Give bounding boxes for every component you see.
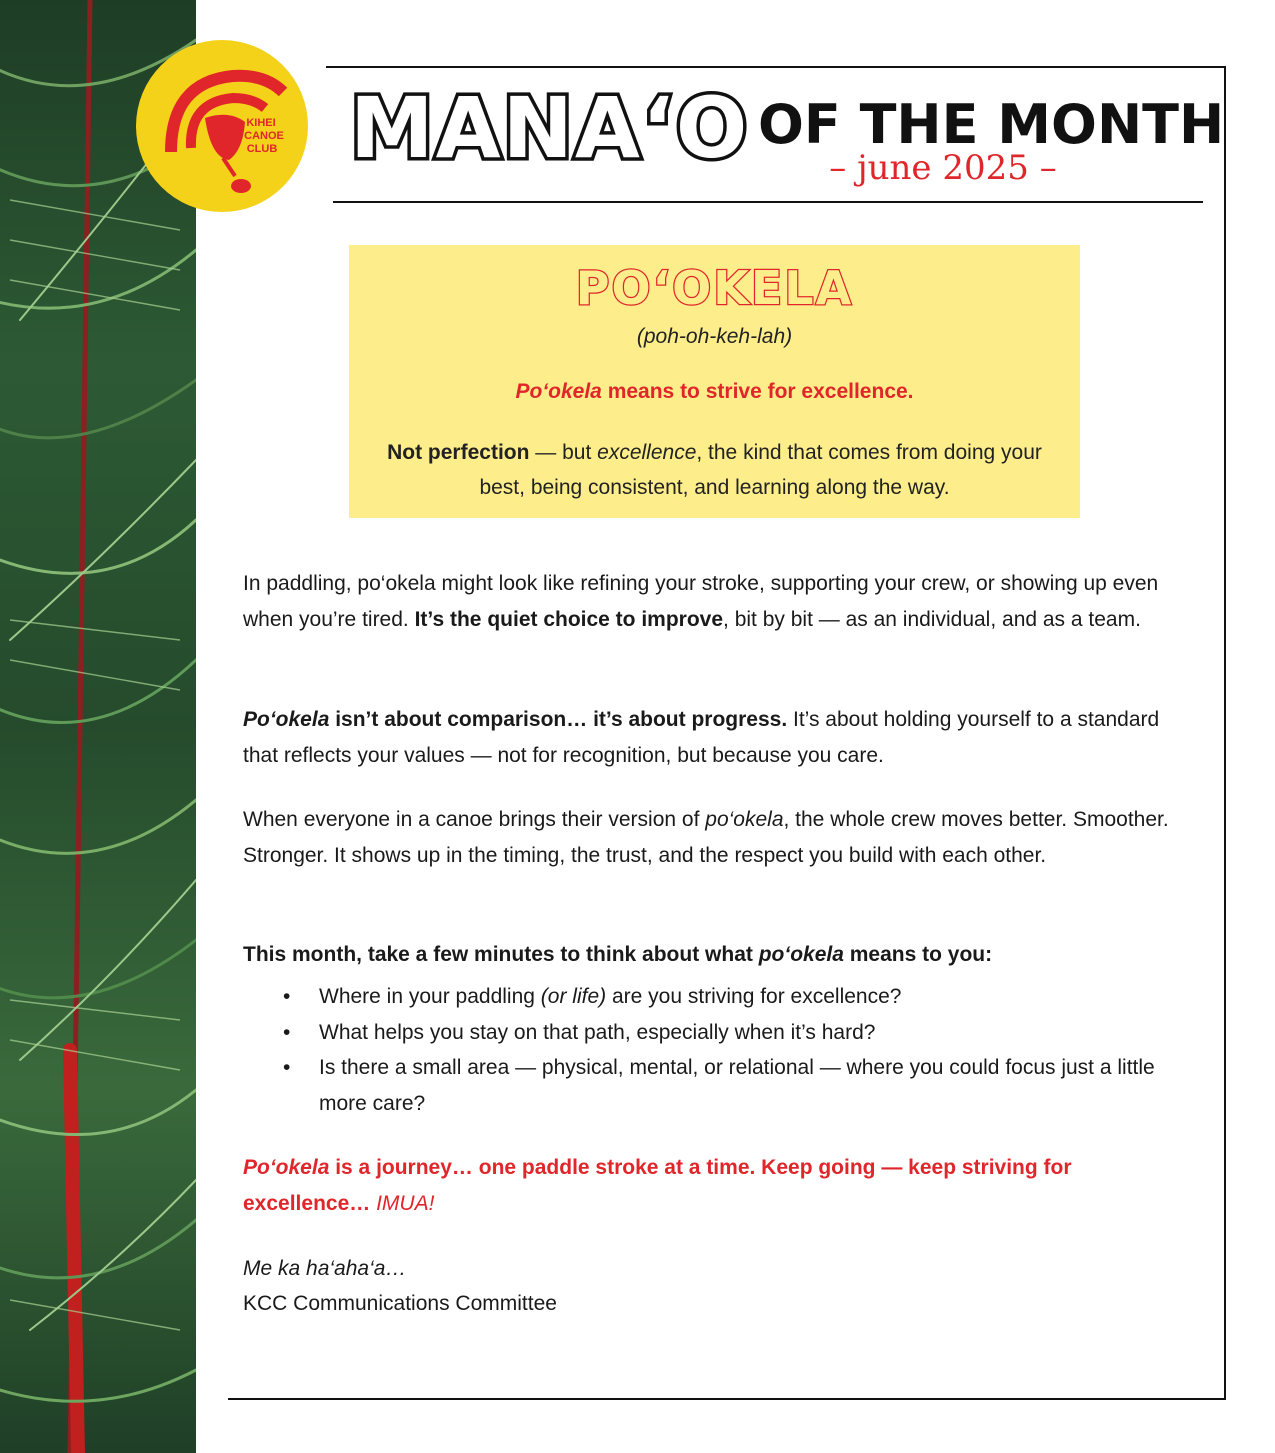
bullet-icon: • (283, 985, 291, 1008)
svg-text:KIHEI: KIHEI (246, 117, 276, 129)
p3-text-italic: po‘okela (705, 808, 784, 831)
body-paragraph-2 (243, 702, 1193, 773)
bullet-icon: • (283, 1056, 291, 1079)
callout-explain-italic: excellence (597, 441, 697, 464)
reflection-questions-list (243, 979, 1193, 1121)
bullet-icon: • (283, 1020, 291, 1044)
list-item (243, 1050, 1193, 1121)
p4-text-start: This month, take a few minutes to think about what (243, 943, 759, 966)
callout-explain-bold: Not perfection (387, 441, 530, 464)
title-divider (333, 201, 1203, 203)
closing-message (243, 1150, 1193, 1221)
callout-word: PO‘OKELA (575, 261, 854, 315)
page-subtitle: OF THE MONTH (758, 93, 1225, 156)
list-item (243, 979, 1193, 1015)
reflection-prompt (243, 937, 1193, 973)
callout-meaning-rest: means to strive for excellence. (601, 380, 914, 403)
p4-text-end: means to you: (843, 943, 993, 966)
p2-text-rest: It’s about holding yourself to a standard that reflects your values — not for recognition, but because you care. (243, 708, 1160, 767)
p5-text-end: IMUA! (376, 1191, 435, 1215)
palm-leaves-illustration (0, 0, 196, 1453)
p1-text-bold: It’s the quiet choice to improve (414, 607, 724, 631)
q3-text: Is there a small area — physical, mental, or relational — where you could focus just a little more care? (319, 1056, 1155, 1115)
svg-text:CLUB: CLUB (246, 143, 278, 155)
callout-explain-dash: — but (529, 441, 598, 464)
p1-text-end: , bit by bit — as an individual, and as a team. (723, 607, 1141, 631)
signoff-author: KCC Communications Committee (243, 1292, 557, 1315)
p3-text-end: , the whole crew moves better. Smoother. Stronger. It shows up in the timing, the trust, and the respect you build with each other. (243, 808, 1169, 867)
q1-text-italic: (or life) (540, 985, 607, 1008)
svg-text:CANOE: CANOE (244, 130, 284, 142)
body-paragraph-3 (243, 802, 1193, 873)
frame-top-border (326, 66, 1226, 68)
frame-bottom-border (228, 1398, 1226, 1400)
p2-text-italic: Po‘okela (243, 708, 330, 731)
frame-right-border (1224, 66, 1226, 1400)
callout-meaning (349, 380, 1080, 404)
p5-text-italic: Po‘okela (243, 1156, 330, 1179)
p5-text-rest: is a journey… one paddle stroke at a time. Keep going — keep striving for excellence… (243, 1156, 1072, 1215)
page-title: MANA‘O (350, 79, 750, 177)
list-item (243, 1015, 1193, 1051)
palm-leaves-image (0, 0, 196, 1453)
p1-text-start: In paddling, po‘okela might look like refining your stroke, supporting your crew, or showing up even when you’re tired. (243, 572, 1159, 631)
signoff-line: Me ka ha‘aha‘a… (243, 1257, 407, 1280)
q2-text: What helps you stay on that path, especially when it’s hard? (319, 1020, 876, 1044)
issue-date: – june 2025 – (829, 148, 1057, 188)
p2-text-bold: isn’t about comparison… it’s about progress. (329, 708, 788, 731)
callout-explain-rest: , the kind that comes from doing your best, being consistent, and learning along the way. (479, 441, 1042, 499)
word-callout-box (349, 245, 1080, 518)
p3-text-start: When everyone in a canoe brings their version of (243, 808, 706, 831)
q1-text-end: are you striving for excellence? (606, 985, 902, 1008)
kihei-canoe-club-logo (133, 40, 311, 212)
p4-text-italic: po‘okela (758, 943, 844, 966)
callout-meaning-word: Po‘okela (515, 380, 602, 403)
callout-pronunciation: (poh-oh-keh-lah) (636, 325, 793, 348)
callout-explanation (369, 435, 1060, 505)
body-paragraph-1 (243, 566, 1193, 637)
q1-text-start: Where in your paddling (319, 985, 541, 1008)
